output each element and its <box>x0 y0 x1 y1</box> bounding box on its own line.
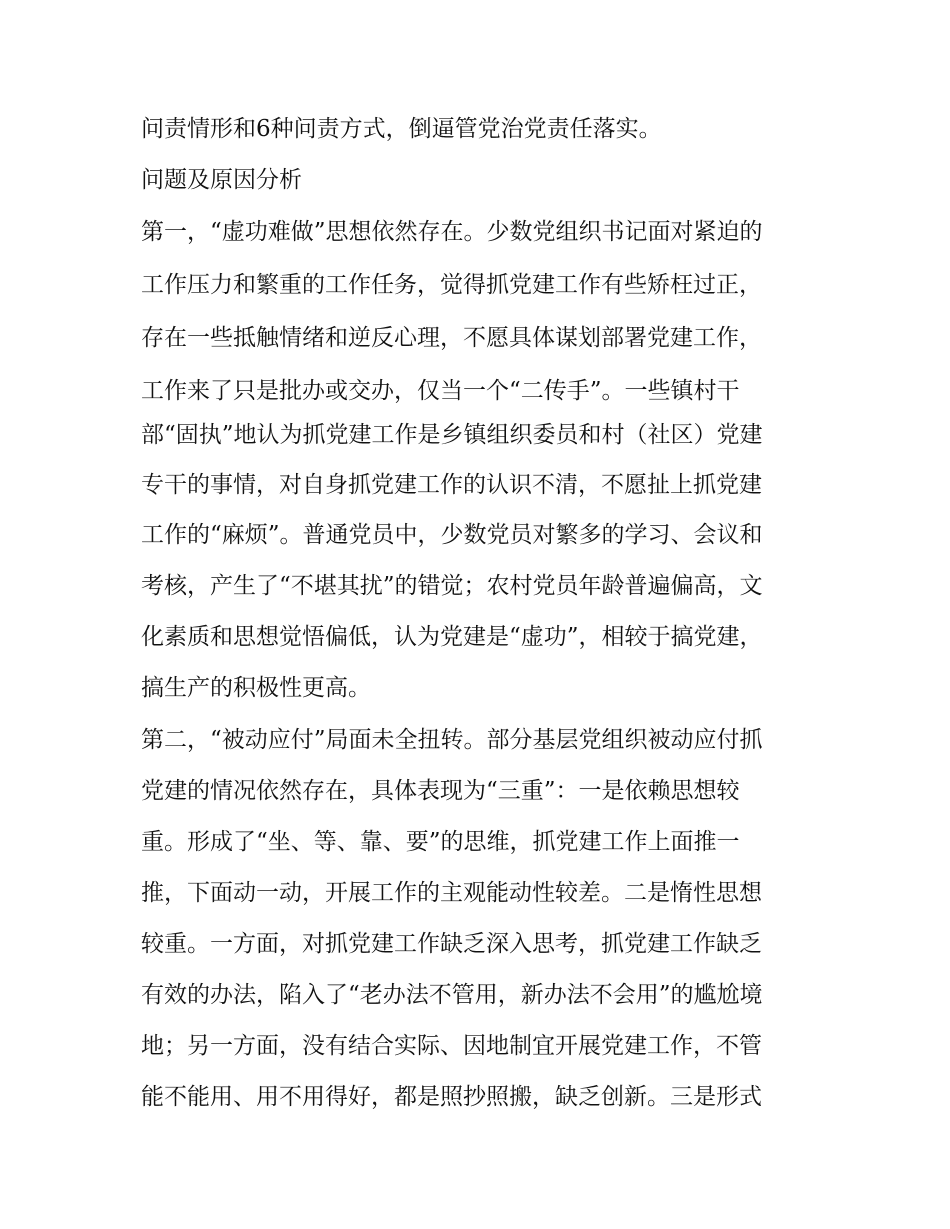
text-line: 第二，“被动应付”局面未全扭转。部分基层党组织被动应付抓 <box>141 727 763 753</box>
text-line: 党建的情况依然存在，具体表现为“三重”：一是依赖思想较 <box>141 778 740 804</box>
text-line: 存在一些抵触情绪和逆反心理，不愿具体谋划部署党建工作， <box>141 325 762 351</box>
text-line: 较重。一方面，对抓党建工作缺乏深入思考，抓党建工作缺乏 <box>141 931 762 957</box>
text-line: 考核，产生了“不堪其扰”的错觉；农村党员年龄普遍偏高，文 <box>141 573 763 599</box>
text-line: 重。形成了“坐、等、靠、要”的思维，抓党建工作上面推一 <box>141 829 740 855</box>
text-line: 部“固执”地认为抓党建工作是乡镇组织委员和村（社区）党建 <box>141 422 763 448</box>
section-heading: 问题及原因分析 <box>141 167 302 193</box>
text-line: 能不能用、用不用得好，都是照抄照搬，缺乏创新。三是形式 <box>141 1084 762 1110</box>
text-line: 有效的办法，陷入了“老办法不管用，新办法不会用”的尴尬境 <box>141 982 763 1008</box>
text-line: 搞生产的积极性更高。 <box>141 675 371 701</box>
text-line: 问责情形和6种问责方式，倒逼管党治党责任落实。 <box>141 116 662 142</box>
text-line: 工作的“麻烦”。普通党员中，少数党员对繁多的学习、会议和 <box>141 522 763 548</box>
text-line: 化素质和思想觉悟偏低，认为党建是“虚功”，相较于搞党建， <box>141 624 763 650</box>
text-line: 工作来了只是批办或交办，仅当一个“二传手”。一些镇村干 <box>141 378 740 404</box>
text-line: 第一，“虚功难做”思想依然存在。少数党组织书记面对紧迫的 <box>141 219 763 245</box>
text-line: 工作压力和繁重的工作任务，觉得抓党建工作有些矫枉过正， <box>141 272 762 298</box>
text-line: 专干的事情，对自身抓党建工作的认识不清，不愿扯上抓党建 <box>141 472 762 498</box>
text-line: 地；另一方面，没有结合实际、因地制宜开展党建工作，不管 <box>141 1033 762 1059</box>
text-line: 推，下面动一动，开展工作的主观能动性较差。二是惰性思想 <box>141 880 762 906</box>
